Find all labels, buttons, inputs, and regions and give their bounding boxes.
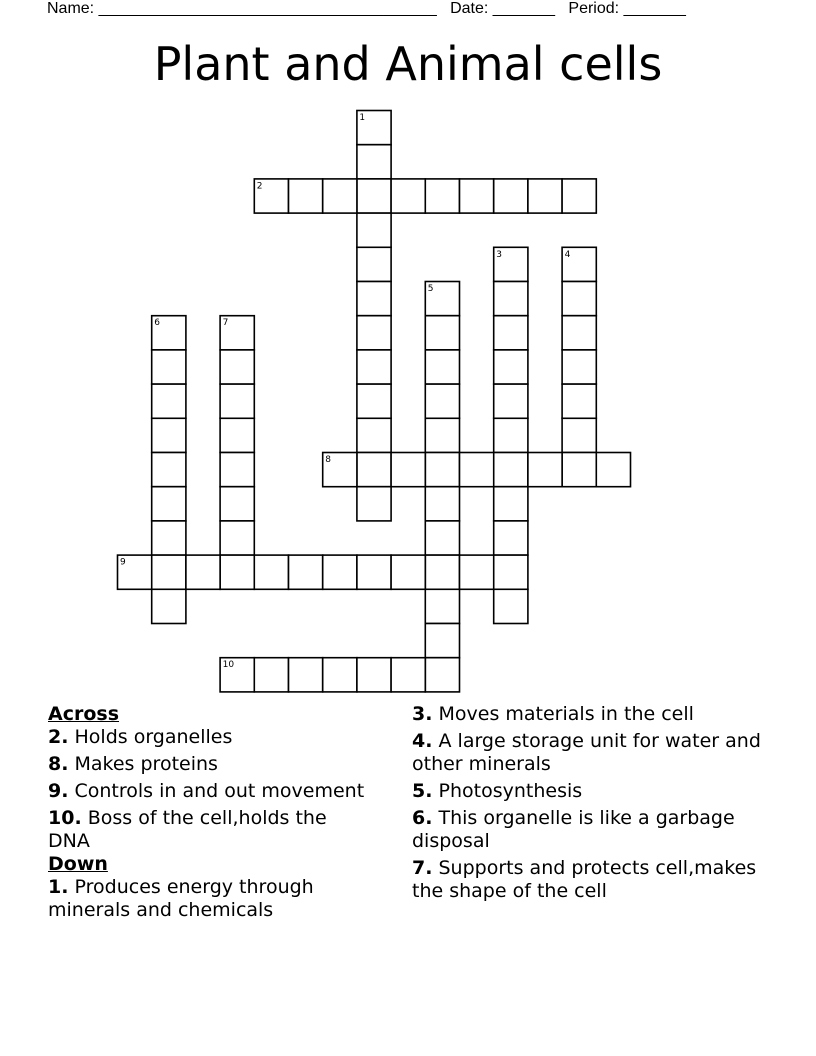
grid-cell[interactable] bbox=[152, 418, 186, 452]
grid-cell[interactable] bbox=[494, 487, 528, 521]
grid-cell[interactable] bbox=[220, 384, 254, 418]
grid-cell[interactable] bbox=[152, 555, 186, 589]
grid-cell[interactable] bbox=[425, 453, 459, 487]
clue-text: A large storage unit for water and other minerals bbox=[412, 730, 761, 775]
grid-cell[interactable] bbox=[596, 453, 630, 487]
grid-cell[interactable] bbox=[494, 555, 528, 589]
grid-cell[interactable] bbox=[425, 282, 459, 316]
grid-cell[interactable] bbox=[425, 589, 459, 623]
grid-cell[interactable] bbox=[357, 111, 391, 145]
clue-number: 9. bbox=[48, 780, 69, 802]
grid-cell[interactable] bbox=[357, 145, 391, 179]
grid-cell[interactable] bbox=[425, 521, 459, 555]
date-field[interactable]: _______ bbox=[492, 0, 556, 17]
grid-cell[interactable] bbox=[494, 247, 528, 281]
down-heading: Down bbox=[48, 853, 108, 875]
grid-cell[interactable] bbox=[220, 487, 254, 521]
clue-number-label: 6 bbox=[154, 318, 160, 329]
grid-cell[interactable] bbox=[118, 555, 152, 589]
grid-cell[interactable] bbox=[562, 384, 596, 418]
clue-text: Produces energy through minerals and chemicals bbox=[48, 876, 314, 921]
clue-text: Controls in and out movement bbox=[74, 780, 365, 802]
grid-cell[interactable] bbox=[562, 247, 596, 281]
clue-number-label: 10 bbox=[222, 660, 235, 671]
grid-cell[interactable] bbox=[391, 555, 425, 589]
grid-cell[interactable] bbox=[357, 418, 391, 452]
grid-cell[interactable] bbox=[152, 316, 186, 350]
clue-down-6 bbox=[412, 807, 762, 853]
grid-cell[interactable] bbox=[220, 555, 254, 589]
clue-across-2 bbox=[48, 726, 368, 749]
clue-number: 8. bbox=[48, 753, 69, 775]
clue-down-3 bbox=[412, 703, 762, 726]
grid-cell[interactable] bbox=[323, 453, 357, 487]
clue-text: Supports and protects cell,makes the shape of the cell bbox=[412, 857, 757, 902]
clue-text: Boss of the cell,holds the DNA bbox=[48, 807, 327, 852]
clue-number-label: 5 bbox=[427, 284, 434, 294]
puzzle-title: Plant and Animal cells bbox=[153, 37, 663, 91]
grid-cell[interactable] bbox=[357, 247, 391, 281]
grid-cell[interactable] bbox=[425, 179, 459, 213]
grid-cell[interactable] bbox=[220, 658, 254, 692]
date-label: Date: bbox=[450, 0, 489, 17]
clue-number: 4. bbox=[412, 730, 433, 752]
grid-cell[interactable] bbox=[425, 555, 459, 589]
clue-number-label: 2 bbox=[256, 181, 263, 192]
clue-number-label: 3 bbox=[496, 249, 502, 260]
clue-across-9 bbox=[48, 780, 368, 803]
grid-cell[interactable] bbox=[254, 555, 288, 589]
grid-cell[interactable] bbox=[425, 624, 459, 658]
clue-number: 6. bbox=[412, 807, 433, 829]
grid-cell[interactable] bbox=[357, 453, 391, 487]
grid-cell[interactable] bbox=[220, 418, 254, 452]
clue-number-label: 9 bbox=[120, 557, 126, 568]
name-label: Name: bbox=[47, 0, 95, 17]
clue-number-label: 8 bbox=[325, 455, 331, 465]
grid-cell[interactable] bbox=[289, 658, 323, 692]
grid-cell[interactable] bbox=[562, 418, 596, 452]
grid-cell[interactable] bbox=[152, 350, 186, 384]
grid-cell[interactable] bbox=[323, 179, 357, 213]
period-field[interactable]: _______ bbox=[623, 0, 686, 17]
clues-right-column bbox=[412, 703, 762, 907]
grid-cell[interactable] bbox=[357, 316, 391, 350]
grid-cell[interactable] bbox=[528, 179, 562, 213]
grid-cell[interactable] bbox=[460, 453, 494, 487]
grid-cell[interactable] bbox=[562, 453, 596, 487]
grid-cell[interactable] bbox=[391, 658, 425, 692]
clue-down-7 bbox=[412, 857, 762, 903]
grid-cell[interactable] bbox=[494, 179, 528, 213]
grid-cell[interactable] bbox=[254, 658, 288, 692]
grid-cell[interactable] bbox=[494, 282, 528, 316]
period-label: Period: bbox=[568, 0, 620, 17]
grid-cell[interactable] bbox=[357, 213, 391, 247]
grid-cell[interactable] bbox=[494, 418, 528, 452]
grid-cell[interactable] bbox=[186, 555, 220, 589]
clue-down-4 bbox=[412, 730, 762, 776]
grid-cell[interactable] bbox=[220, 521, 254, 555]
grid-cell[interactable] bbox=[494, 350, 528, 384]
clue-number: 7. bbox=[412, 857, 433, 879]
clue-down-5 bbox=[412, 780, 762, 803]
grid-cell[interactable] bbox=[425, 316, 459, 350]
clue-number-label: 4 bbox=[564, 249, 571, 260]
grid-cell[interactable] bbox=[425, 384, 459, 418]
grid-cell[interactable] bbox=[425, 487, 459, 521]
clue-text: This organelle is like a garbage disposal bbox=[412, 807, 735, 852]
worksheet-header bbox=[47, 0, 686, 18]
grid-cell[interactable] bbox=[494, 384, 528, 418]
grid-cell[interactable] bbox=[357, 555, 391, 589]
grid-cell[interactable] bbox=[152, 487, 186, 521]
grid-cell[interactable] bbox=[357, 658, 391, 692]
grid-cell[interactable] bbox=[152, 589, 186, 623]
grid-cell[interactable] bbox=[220, 316, 254, 350]
grid-cell[interactable] bbox=[494, 453, 528, 487]
grid-cell[interactable] bbox=[152, 521, 186, 555]
clues-left-column bbox=[48, 703, 368, 926]
grid-cell[interactable] bbox=[425, 418, 459, 452]
clue-number: 10. bbox=[48, 807, 82, 829]
clue-text: Holds organelles bbox=[74, 726, 233, 748]
grid-cell[interactable] bbox=[323, 658, 357, 692]
grid-cell[interactable] bbox=[220, 350, 254, 384]
grid-cell[interactable] bbox=[357, 384, 391, 418]
grid-cell[interactable] bbox=[425, 658, 459, 692]
grid-cell[interactable] bbox=[528, 453, 562, 487]
clue-across-8 bbox=[48, 753, 368, 776]
grid-cell[interactable] bbox=[254, 179, 288, 213]
grid-cell[interactable] bbox=[494, 521, 528, 555]
grid-cell[interactable] bbox=[220, 453, 254, 487]
grid-cell[interactable] bbox=[323, 555, 357, 589]
clue-number: 3. bbox=[412, 703, 433, 725]
clue-across-10 bbox=[48, 807, 368, 853]
grid-cell[interactable] bbox=[562, 350, 596, 384]
grid-cell[interactable] bbox=[152, 453, 186, 487]
grid-cell[interactable] bbox=[562, 316, 596, 350]
grid-cell[interactable] bbox=[357, 350, 391, 384]
grid-cell[interactable] bbox=[289, 555, 323, 589]
clue-number-label: 1 bbox=[359, 113, 366, 123]
grid-cell[interactable] bbox=[357, 487, 391, 521]
clue-down-1 bbox=[48, 876, 368, 922]
clue-text: Makes proteins bbox=[74, 753, 218, 775]
grid-cell[interactable] bbox=[425, 350, 459, 384]
grid-cell[interactable] bbox=[391, 179, 425, 213]
grid-cell[interactable] bbox=[460, 555, 494, 589]
grid-cell[interactable] bbox=[494, 589, 528, 623]
grid-cell[interactable] bbox=[391, 453, 425, 487]
name-field[interactable]: ______________________________________ bbox=[98, 0, 437, 17]
clue-text: Photosynthesis bbox=[438, 780, 583, 802]
clue-text: Moves materials in the cell bbox=[438, 703, 694, 725]
across-heading: Across bbox=[48, 703, 120, 725]
grid-cell[interactable] bbox=[562, 179, 596, 213]
grid-cell[interactable] bbox=[562, 282, 596, 316]
clue-number: 5. bbox=[412, 780, 433, 802]
grid-cell[interactable] bbox=[289, 179, 323, 213]
grid-cell[interactable] bbox=[357, 282, 391, 316]
grid-cell[interactable] bbox=[460, 179, 494, 213]
grid-cell[interactable] bbox=[494, 316, 528, 350]
grid-cell[interactable] bbox=[152, 384, 186, 418]
clue-number-label: 7 bbox=[222, 318, 229, 329]
grid-cell[interactable] bbox=[357, 179, 391, 213]
clue-number: 1. bbox=[48, 876, 69, 898]
clue-number: 2. bbox=[48, 726, 69, 748]
